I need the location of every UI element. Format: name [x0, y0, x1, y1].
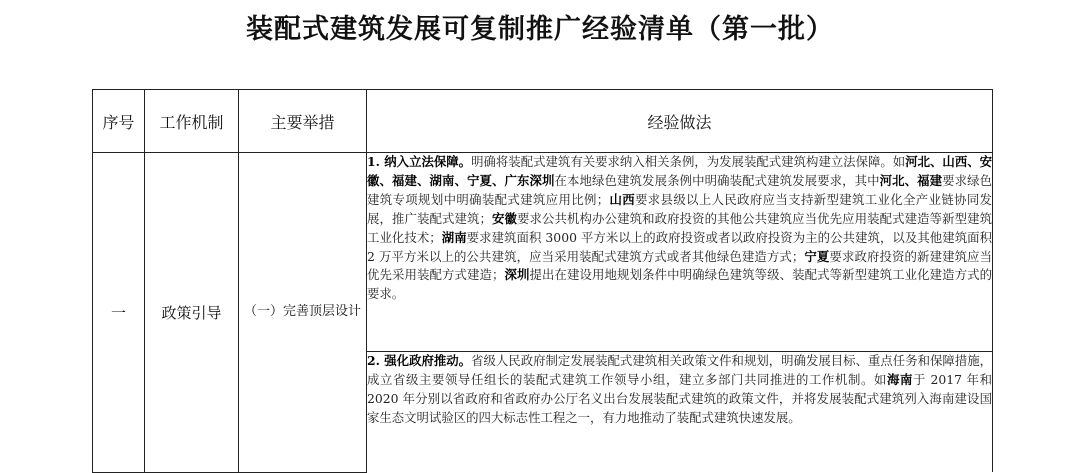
experience-text-1 — [367, 153, 992, 304]
document-title: 装配式建筑发展可复制推广经验清单（第一批） — [246, 14, 834, 45]
region-name: 海南 — [886, 371, 913, 387]
experience-text-2 — [367, 352, 992, 428]
experience-lead: 2. 强化政府推动。 — [367, 353, 472, 368]
region-name: 深圳 — [504, 267, 530, 283]
header-mechanism: 工作机制 — [145, 90, 239, 153]
experience-cell-2 — [367, 352, 993, 473]
region-name: 湖南 — [441, 229, 467, 245]
experience-segment: 明确将装配式建筑有关要求纳入相关条例，为发展装配式建筑构建立法保障。如 — [471, 154, 906, 169]
experience-segment: 于 2017 年和 2020 年分别以省政府和省政府办公厅名义出台发展装配式建筑的政策文件，并将发展装配式建筑列入海南建设国家生态文明试验区的四大标志性工程之一，有力地推动了装配式建筑快速发展。 — [367, 371, 993, 425]
table-row — [93, 153, 993, 352]
experience-segment: 要求政府投资的新建建筑应当优先采用装配方式建造； — [367, 248, 993, 283]
experience-segment: 在本地绿色建筑发展条例中明确装配式建筑发展要求，其中 — [554, 172, 880, 188]
experience-table — [92, 89, 993, 473]
row-mechanism: 政策引导 — [145, 153, 239, 473]
experience-segment: 要求公共机构办公建筑和政府投资的其他公共建筑应当优先应用装配式建造等新型建筑工业化技术； — [367, 210, 993, 245]
experience-segment: 要求绿色建筑专项规划中明确装配式建筑应用比例； — [367, 172, 993, 207]
experience-lead: 1. 纳入立法保障。 — [367, 154, 472, 169]
header-measure: 主要举措 — [239, 90, 367, 153]
region-name: 河北、福建 — [879, 172, 943, 188]
region-name: 山西 — [609, 191, 636, 207]
region-name: 河北、山西、安徽、福建、湖南、宁夏、广东深圳 — [367, 154, 993, 188]
region-name: 宁夏 — [804, 248, 830, 264]
header-index: 序号 — [93, 90, 145, 153]
region-name: 安徽 — [491, 210, 518, 226]
experience-segment: 提出在建设用地规划条件中明确绿色建筑等级、装配式等新型建筑工业化建造方式的要求。 — [367, 267, 993, 302]
experience-segment: 要求建筑面积 3000 平方米以上的政府投资或者以政府投资为主的公共建筑，以及其他建筑面积 2 万平方米以上的公共建筑，应当采用装配式建筑方式或者其他绿色建造方式； — [367, 229, 992, 264]
row-index: 一 — [93, 153, 145, 473]
header-experience: 经验做法 — [367, 90, 993, 153]
experience-segment: 要求县级以上人民政府应当支持新型建筑工业化全产业链协同发展，推广装配式建筑； — [367, 191, 993, 226]
table-header-row — [93, 90, 993, 153]
experience-cell-1 — [367, 153, 993, 352]
experience-segment: 省级人民政府制定发展装配式建筑相关政策文件和规划，明确发展目标、重点任务和保障措施，成立省级主要领导任组长的装配式建筑工作领导小组，建立多部门共同推进的工作机制。如 — [367, 353, 993, 387]
row-measure: （一）完善顶层设计 — [239, 153, 367, 473]
